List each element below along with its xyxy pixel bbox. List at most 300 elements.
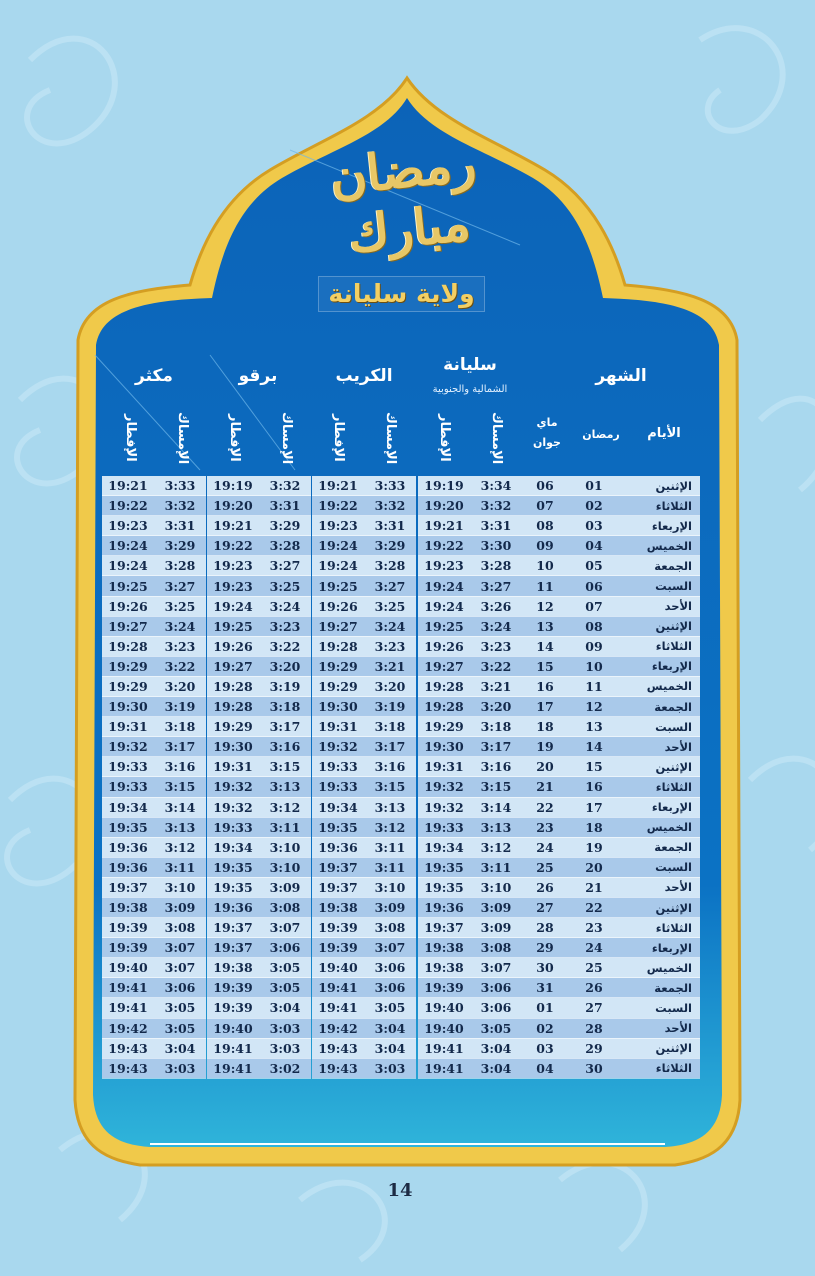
gregorian-day-cell: 17 xyxy=(522,697,568,717)
iftar-time-cell: 19:24 xyxy=(102,556,154,576)
iftar-time-cell: 19:29 xyxy=(312,676,364,696)
gregorian-day-cell: 13 xyxy=(522,616,568,636)
table-row xyxy=(207,877,311,897)
imsak-time-cell: 3:20 xyxy=(259,656,311,676)
weekday-cell: الثلاثاء xyxy=(620,636,700,656)
table-row xyxy=(522,1058,700,1078)
imsak-time-cell: 3:27 xyxy=(154,576,206,596)
iftar-time-cell: 19:33 xyxy=(102,757,154,777)
weekday-cell: السبت xyxy=(620,998,700,1018)
table-row xyxy=(418,576,522,596)
ramadan-day-cell: 03 xyxy=(568,516,620,536)
iftar-time-cell: 19:38 xyxy=(418,938,470,958)
ramadan-day-cell: 13 xyxy=(568,717,620,737)
table-row xyxy=(207,556,311,576)
table-row xyxy=(418,536,522,556)
table-row xyxy=(102,837,206,857)
imsak-time-cell: 3:11 xyxy=(154,857,206,877)
table-row xyxy=(312,938,416,958)
imsak-time-cell: 3:06 xyxy=(364,978,416,998)
table-row xyxy=(102,897,206,917)
table-row xyxy=(312,1058,416,1078)
table-row xyxy=(312,837,416,857)
table-row xyxy=(207,958,311,978)
imsak-time-cell: 3:15 xyxy=(364,777,416,797)
table-row xyxy=(102,817,206,837)
imsak-time-cell: 3:27 xyxy=(259,556,311,576)
imsak-time-cell: 3:07 xyxy=(154,938,206,958)
table-row xyxy=(207,576,311,596)
imsak-time-cell: 3:23 xyxy=(154,636,206,656)
table-row xyxy=(207,697,311,717)
iftar-time-cell: 19:39 xyxy=(312,938,364,958)
imsak-time-cell: 3:24 xyxy=(470,616,522,636)
imsak-time-cell: 3:24 xyxy=(154,616,206,636)
iftar-header: الإفطار xyxy=(123,414,138,462)
table-row xyxy=(418,717,522,737)
imsak-time-cell: 3:19 xyxy=(154,697,206,717)
iftar-time-cell: 19:41 xyxy=(207,1038,259,1058)
imsak-time-cell: 3:27 xyxy=(364,576,416,596)
imsak-time-cell: 3:11 xyxy=(364,857,416,877)
table-row xyxy=(312,1018,416,1038)
ramadan-day-cell: 02 xyxy=(568,496,620,516)
weekday-cell: السبت xyxy=(620,717,700,737)
times-table-bargou xyxy=(207,476,311,1079)
gregorian-day-cell: 29 xyxy=(522,938,568,958)
ramadan-day-cell: 21 xyxy=(568,877,620,897)
imsak-time-cell: 3:04 xyxy=(470,1038,522,1058)
ramadan-day-cell: 14 xyxy=(568,737,620,757)
ramadan-day-cell: 18 xyxy=(568,817,620,837)
table-row xyxy=(312,717,416,737)
ramadan-day-cell: 12 xyxy=(568,697,620,717)
imsak-time-cell: 3:16 xyxy=(259,737,311,757)
weekday-cell: الإربعاء xyxy=(620,656,700,676)
city-name-siliana: سليانة xyxy=(443,355,497,375)
imsak-time-cell: 3:16 xyxy=(154,757,206,777)
imsak-time-cell: 3:05 xyxy=(364,998,416,1018)
imsak-time-cell: 3:25 xyxy=(154,596,206,616)
ramadan-day-cell: 29 xyxy=(568,1038,620,1058)
table-row xyxy=(102,636,206,656)
iftar-time-cell: 19:29 xyxy=(312,656,364,676)
table-row xyxy=(522,757,700,777)
iftar-time-cell: 19:23 xyxy=(207,556,259,576)
gregorian-day-cell: 15 xyxy=(522,656,568,676)
imsak-time-cell: 3:34 xyxy=(470,476,522,496)
iftar-header: الإفطار xyxy=(331,414,346,462)
iftar-time-cell: 19:43 xyxy=(102,1058,154,1078)
iftar-time-cell: 19:32 xyxy=(418,797,470,817)
table-row xyxy=(522,877,700,897)
table-row xyxy=(418,958,522,978)
iftar-time-cell: 19:24 xyxy=(418,596,470,616)
city-name-krib: الكريب xyxy=(335,366,393,386)
iftar-time-cell: 19:23 xyxy=(418,556,470,576)
imsak-time-cell: 3:17 xyxy=(364,737,416,757)
imsak-time-cell: 3:21 xyxy=(470,676,522,696)
table-row xyxy=(207,797,311,817)
weekday-cell: الأحد xyxy=(620,596,700,616)
weekday-cell: الإثنين xyxy=(620,1038,700,1058)
table-row xyxy=(102,697,206,717)
table-row xyxy=(418,897,522,917)
gregorian-day-cell: 23 xyxy=(522,817,568,837)
table-row xyxy=(312,897,416,917)
imsak-time-cell: 3:32 xyxy=(364,496,416,516)
iftar-time-cell: 19:24 xyxy=(312,556,364,576)
imsak-time-cell: 3:06 xyxy=(470,978,522,998)
table-row xyxy=(312,496,416,516)
iftar-time-cell: 19:22 xyxy=(102,496,154,516)
iftar-time-cell: 19:41 xyxy=(207,1058,259,1078)
table-row xyxy=(418,757,522,777)
imsak-time-cell: 3:04 xyxy=(364,1038,416,1058)
table-row xyxy=(312,877,416,897)
table-row xyxy=(418,938,522,958)
gregorian-day-cell: 02 xyxy=(522,1018,568,1038)
imsak-time-cell: 3:04 xyxy=(364,1018,416,1038)
table-row xyxy=(102,616,206,636)
weekday-cell: الخميس xyxy=(620,958,700,978)
iftar-time-cell: 19:29 xyxy=(207,717,259,737)
table-row xyxy=(522,817,700,837)
imsak-time-cell: 3:18 xyxy=(470,717,522,737)
table-row xyxy=(207,516,311,536)
imsak-time-cell: 3:11 xyxy=(259,817,311,837)
iftar-time-cell: 19:27 xyxy=(312,616,364,636)
ramadan-day-cell: 19 xyxy=(568,837,620,857)
gregorian-day-cell: 25 xyxy=(522,857,568,877)
table-row xyxy=(102,676,206,696)
iftar-time-cell: 19:43 xyxy=(312,1058,364,1078)
table-row xyxy=(312,1038,416,1058)
table-row xyxy=(102,596,206,616)
table-row xyxy=(522,676,700,696)
imsak-time-cell: 3:13 xyxy=(154,817,206,837)
table-row xyxy=(418,476,522,496)
imsak-time-cell: 3:06 xyxy=(470,998,522,1018)
table-row xyxy=(312,576,416,596)
imsak-time-cell: 3:28 xyxy=(154,556,206,576)
imsak-time-cell: 3:31 xyxy=(154,516,206,536)
table-row xyxy=(522,556,700,576)
table-row xyxy=(312,978,416,998)
table-row xyxy=(312,536,416,556)
iftar-time-cell: 19:33 xyxy=(312,777,364,797)
table-row xyxy=(522,938,700,958)
imsak-time-cell: 3:08 xyxy=(470,938,522,958)
table-row xyxy=(418,737,522,757)
iftar-time-cell: 19:21 xyxy=(418,516,470,536)
iftar-time-cell: 19:32 xyxy=(207,797,259,817)
table-row xyxy=(522,978,700,998)
table-row xyxy=(207,978,311,998)
imsak-time-cell: 3:32 xyxy=(259,476,311,496)
weekday-cell: الخميس xyxy=(620,536,700,556)
gregorian-day-cell: 09 xyxy=(522,536,568,556)
days-header: الأيام xyxy=(647,426,681,441)
imsak-time-cell: 3:11 xyxy=(364,837,416,857)
ramadan-header: رمضان xyxy=(582,428,620,441)
table-row xyxy=(102,656,206,676)
imsak-time-cell: 3:08 xyxy=(364,918,416,938)
imsak-time-cell: 3:29 xyxy=(154,536,206,556)
gregorian-day-cell: 01 xyxy=(522,998,568,1018)
gregorian-day-cell: 08 xyxy=(522,516,568,536)
iftar-time-cell: 19:28 xyxy=(312,636,364,656)
table-row xyxy=(102,958,206,978)
imsak-time-cell: 3:19 xyxy=(259,676,311,696)
imsak-time-cell: 3:17 xyxy=(154,737,206,757)
imsak-time-cell: 3:33 xyxy=(154,476,206,496)
imsak-time-cell: 3:23 xyxy=(470,636,522,656)
imsak-time-cell: 3:22 xyxy=(470,656,522,676)
table-row xyxy=(102,978,206,998)
city-subtitle-siliana: الشمالية والجنوبية xyxy=(432,384,508,395)
ramadan-day-cell: 11 xyxy=(568,676,620,696)
imsak-time-cell: 3:14 xyxy=(470,797,522,817)
imsak-header: الإمساك xyxy=(489,411,504,465)
iftar-time-cell: 19:27 xyxy=(418,656,470,676)
table-row xyxy=(207,676,311,696)
table-row xyxy=(522,737,700,757)
iftar-time-cell: 19:40 xyxy=(418,1018,470,1038)
imsak-time-cell: 3:02 xyxy=(259,1058,311,1078)
table-row xyxy=(522,697,700,717)
iftar-time-cell: 19:38 xyxy=(207,958,259,978)
imsak-time-cell: 3:31 xyxy=(364,516,416,536)
imsak-time-cell: 3:29 xyxy=(259,516,311,536)
iftar-time-cell: 19:26 xyxy=(102,596,154,616)
iftar-time-cell: 19:33 xyxy=(418,817,470,837)
imsak-time-cell: 3:10 xyxy=(259,837,311,857)
iftar-time-cell: 19:33 xyxy=(207,817,259,837)
imsak-time-cell: 3:31 xyxy=(259,496,311,516)
weekday-cell: الأحد xyxy=(620,1018,700,1038)
iftar-time-cell: 19:21 xyxy=(102,476,154,496)
table-row xyxy=(102,737,206,757)
iftar-time-cell: 19:34 xyxy=(418,837,470,857)
iftar-time-cell: 19:40 xyxy=(418,998,470,1018)
table-row xyxy=(312,857,416,877)
iftar-time-cell: 19:24 xyxy=(312,536,364,556)
gregorian-day-cell: 30 xyxy=(522,958,568,978)
iftar-time-cell: 19:39 xyxy=(207,978,259,998)
iftar-time-cell: 19:27 xyxy=(102,616,154,636)
imsak-time-cell: 3:13 xyxy=(259,777,311,797)
table-row xyxy=(102,998,206,1018)
imsak-time-cell: 3:03 xyxy=(364,1058,416,1078)
imsak-time-cell: 3:12 xyxy=(364,817,416,837)
table-row xyxy=(207,897,311,917)
iftar-time-cell: 19:32 xyxy=(207,777,259,797)
imsak-time-cell: 3:07 xyxy=(154,958,206,978)
table-row xyxy=(207,777,311,797)
table-row xyxy=(312,636,416,656)
table-row xyxy=(312,757,416,777)
ramadan-day-cell: 01 xyxy=(568,476,620,496)
iftar-time-cell: 19:43 xyxy=(312,1038,364,1058)
table-row xyxy=(102,1058,206,1078)
times-table-makthar xyxy=(102,476,206,1079)
weekday-cell: السبت xyxy=(620,857,700,877)
weekday-cell: الخميس xyxy=(620,676,700,696)
imsak-time-cell: 3:10 xyxy=(364,877,416,897)
table-row xyxy=(207,636,311,656)
gregorian-day-cell: 06 xyxy=(522,476,568,496)
iftar-time-cell: 19:30 xyxy=(418,737,470,757)
table-row xyxy=(102,918,206,938)
table-row xyxy=(418,697,522,717)
times-table-krib xyxy=(312,476,416,1079)
iftar-time-cell: 19:23 xyxy=(207,576,259,596)
table-row xyxy=(102,877,206,897)
table-row xyxy=(418,1018,522,1038)
iftar-time-cell: 19:21 xyxy=(312,476,364,496)
weekday-cell: الإثنين xyxy=(620,757,700,777)
imsak-time-cell: 3:05 xyxy=(154,998,206,1018)
table-row xyxy=(312,797,416,817)
iftar-time-cell: 19:37 xyxy=(312,857,364,877)
table-row xyxy=(312,958,416,978)
iftar-time-cell: 19:41 xyxy=(312,978,364,998)
table-row xyxy=(207,918,311,938)
imsak-time-cell: 3:32 xyxy=(470,496,522,516)
ramadan-day-cell: 05 xyxy=(568,556,620,576)
iftar-time-cell: 19:35 xyxy=(312,817,364,837)
gregorian-day-cell: 18 xyxy=(522,717,568,737)
table-row xyxy=(207,938,311,958)
iftar-time-cell: 19:40 xyxy=(207,1018,259,1038)
imsak-time-cell: 3:11 xyxy=(470,857,522,877)
weekday-cell: الإربعاء xyxy=(620,797,700,817)
iftar-time-cell: 19:35 xyxy=(418,877,470,897)
iftar-time-cell: 19:30 xyxy=(207,737,259,757)
iftar-time-cell: 19:41 xyxy=(418,1038,470,1058)
imsak-time-cell: 3:09 xyxy=(470,897,522,917)
table-row xyxy=(522,576,700,596)
table-row xyxy=(522,998,700,1018)
table-row xyxy=(102,496,206,516)
table-row xyxy=(207,737,311,757)
table-row xyxy=(418,516,522,536)
table-row xyxy=(418,1058,522,1078)
imsak-time-cell: 3:09 xyxy=(470,918,522,938)
ramadan-day-cell: 15 xyxy=(568,757,620,777)
table-row xyxy=(207,837,311,857)
imsak-time-cell: 3:16 xyxy=(364,757,416,777)
imsak-time-cell: 3:18 xyxy=(259,697,311,717)
table-row xyxy=(418,978,522,998)
table-row xyxy=(418,837,522,857)
weekday-cell: الثلاثاء xyxy=(620,1058,700,1078)
iftar-time-cell: 19:31 xyxy=(102,717,154,737)
iftar-time-cell: 19:29 xyxy=(102,656,154,676)
table-row xyxy=(418,817,522,837)
weekday-cell: الإربعاء xyxy=(620,516,700,536)
table-row xyxy=(312,556,416,576)
imsak-time-cell: 3:28 xyxy=(470,556,522,576)
imsak-time-cell: 3:31 xyxy=(470,516,522,536)
weekday-cell: السبت xyxy=(620,576,700,596)
iftar-time-cell: 19:41 xyxy=(418,1058,470,1078)
table-row xyxy=(207,496,311,516)
table-row xyxy=(522,837,700,857)
table-row xyxy=(522,496,700,516)
imsak-time-cell: 3:05 xyxy=(259,958,311,978)
table-row xyxy=(312,998,416,1018)
table-row xyxy=(312,697,416,717)
table-row xyxy=(418,676,522,696)
iftar-time-cell: 19:35 xyxy=(418,857,470,877)
ramadan-day-cell: 27 xyxy=(568,998,620,1018)
table-row xyxy=(312,616,416,636)
ramadan-day-cell: 20 xyxy=(568,857,620,877)
imsak-time-cell: 3:17 xyxy=(259,717,311,737)
imsak-time-cell: 3:25 xyxy=(259,576,311,596)
page-title: ولاية سليانة xyxy=(318,276,485,312)
imsak-time-cell: 3:23 xyxy=(259,616,311,636)
iftar-time-cell: 19:35 xyxy=(207,857,259,877)
iftar-time-cell: 19:41 xyxy=(102,998,154,1018)
table-row xyxy=(522,616,700,636)
table-row xyxy=(418,998,522,1018)
table-row xyxy=(418,656,522,676)
gregorian-day-cell: 20 xyxy=(522,757,568,777)
ramadan-day-cell: 23 xyxy=(568,918,620,938)
ramadan-day-cell: 07 xyxy=(568,596,620,616)
iftar-time-cell: 19:22 xyxy=(207,536,259,556)
table-row xyxy=(522,656,700,676)
weekday-cell: الجمعة xyxy=(620,697,700,717)
table-row xyxy=(522,777,700,797)
iftar-time-cell: 19:32 xyxy=(312,737,364,757)
table-row xyxy=(102,576,206,596)
iftar-time-cell: 19:23 xyxy=(312,516,364,536)
table-row xyxy=(522,1018,700,1038)
iftar-time-cell: 19:37 xyxy=(207,938,259,958)
table-row xyxy=(102,938,206,958)
iftar-time-cell: 19:37 xyxy=(312,877,364,897)
imsak-time-cell: 3:15 xyxy=(470,777,522,797)
gregorian-month-header-may: ماي xyxy=(536,416,558,429)
imsak-time-cell: 3:24 xyxy=(259,596,311,616)
iftar-time-cell: 19:28 xyxy=(207,676,259,696)
imsak-time-cell: 3:09 xyxy=(154,897,206,917)
iftar-time-cell: 19:26 xyxy=(207,636,259,656)
iftar-time-cell: 19:28 xyxy=(207,697,259,717)
ramadan-day-cell: 22 xyxy=(568,897,620,917)
table-row xyxy=(522,857,700,877)
iftar-time-cell: 19:33 xyxy=(312,757,364,777)
weekday-cell: الجمعة xyxy=(620,837,700,857)
iftar-time-cell: 19:25 xyxy=(207,616,259,636)
iftar-time-cell: 19:38 xyxy=(418,958,470,978)
imsak-time-cell: 3:28 xyxy=(259,536,311,556)
iftar-time-cell: 19:23 xyxy=(102,516,154,536)
gregorian-day-cell: 10 xyxy=(522,556,568,576)
imsak-time-cell: 3:20 xyxy=(364,676,416,696)
table-row xyxy=(102,556,206,576)
iftar-time-cell: 19:19 xyxy=(418,476,470,496)
table-row xyxy=(312,596,416,616)
table-row xyxy=(207,817,311,837)
ramadan-day-cell: 28 xyxy=(568,1018,620,1038)
iftar-time-cell: 19:37 xyxy=(207,918,259,938)
iftar-time-cell: 19:39 xyxy=(418,978,470,998)
